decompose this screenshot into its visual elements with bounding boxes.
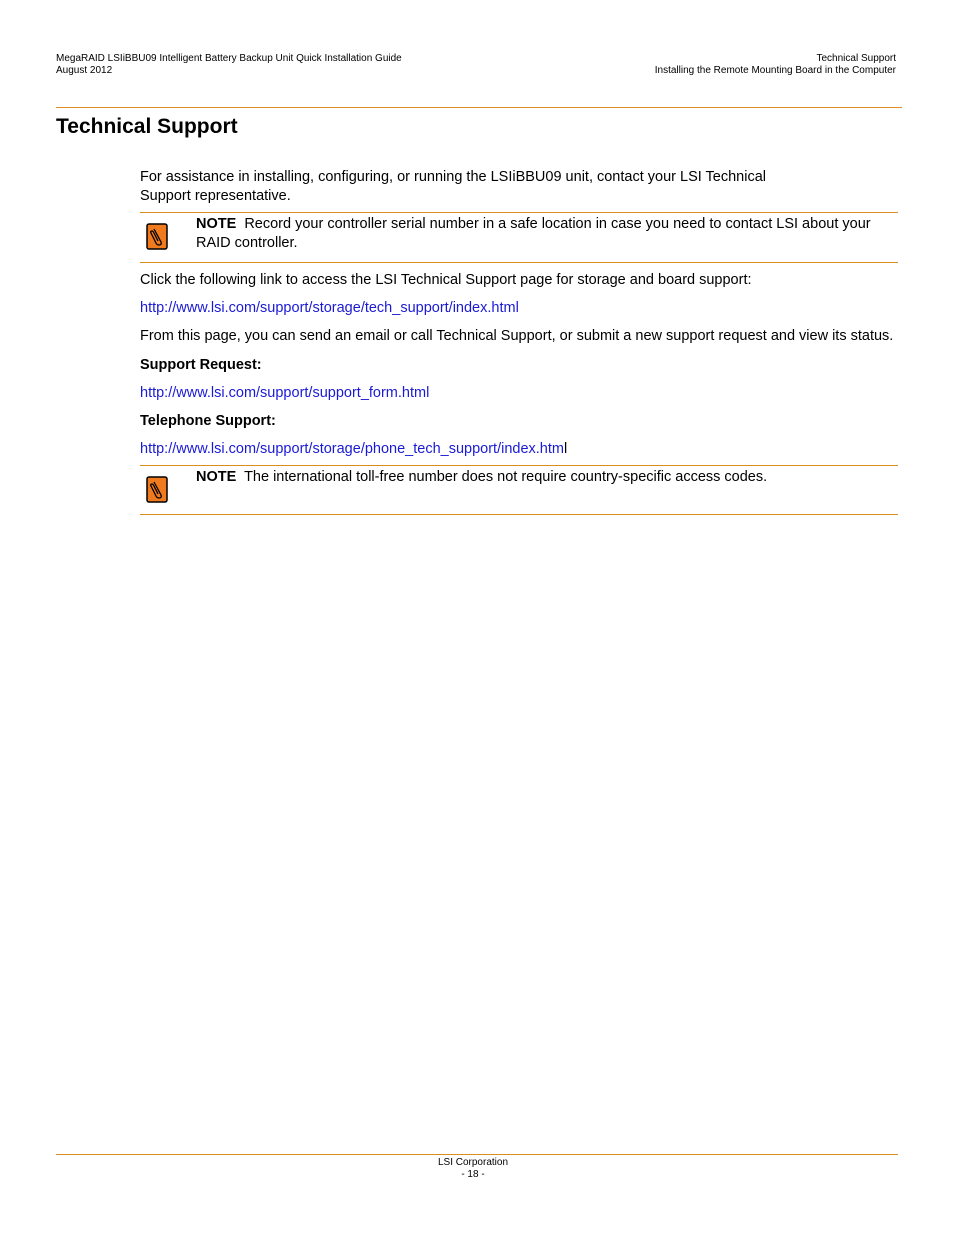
tech-support-link[interactable]: http://www.lsi.com/support/storage/tech_support/index.html	[140, 300, 519, 316]
footer-company: LSI Corporation	[437, 1157, 509, 1168]
note-text: The international toll-free number does not require country-specific access codes.	[244, 469, 768, 485]
paperclip-note-icon	[146, 476, 168, 503]
footer-divider	[56, 1154, 898, 1155]
note-box	[140, 465, 898, 515]
header-right	[655, 53, 896, 77]
click-paragraph: Click the following link to access the LSI Technical Support page for storage and board support:	[140, 272, 752, 288]
note-box	[140, 212, 898, 263]
intro-paragraph: For assistance in installing, configuring, or running the LSIiBBU09 unit, contact your LSI Technical Support representative.	[140, 169, 766, 204]
header-date: August 2012	[56, 65, 113, 76]
paperclip-note-icon	[146, 223, 168, 250]
note-text: Record your controller serial number in a safe location in case you need to contact LSI about your RAID controller.	[196, 216, 871, 251]
note-label: NOTE	[196, 216, 237, 232]
footer	[0, 1157, 946, 1181]
header-left	[56, 53, 402, 77]
support-request-link[interactable]: http://www.lsi.com/support/support_form.html	[140, 385, 430, 401]
header-divider	[56, 107, 902, 108]
main-content	[140, 168, 898, 515]
support-request-heading: Support Request:	[140, 357, 262, 373]
from-page-paragraph: From this page, you can send an email or call Technical Support, or submit a new support request and view its status.	[140, 328, 894, 344]
footer-page-number: - 18 -	[461, 1169, 485, 1180]
header-section: Technical Support	[816, 53, 896, 64]
page-title: Technical Support	[56, 115, 238, 138]
note-label: NOTE	[196, 469, 237, 485]
telephone-support-link[interactable]: http://www.lsi.com/support/storage/phone_tech_support/index.htm	[140, 441, 564, 457]
telephone-link-trailing: l	[563, 441, 568, 457]
telephone-support-heading: Telephone Support:	[140, 413, 276, 429]
header-doc-title: MegaRAID LSIiBBU09 Intelligent Battery Backup Unit Quick Installation Guide	[56, 53, 402, 64]
header-subsection: Installing the Remote Mounting Board in the Computer	[654, 65, 896, 76]
